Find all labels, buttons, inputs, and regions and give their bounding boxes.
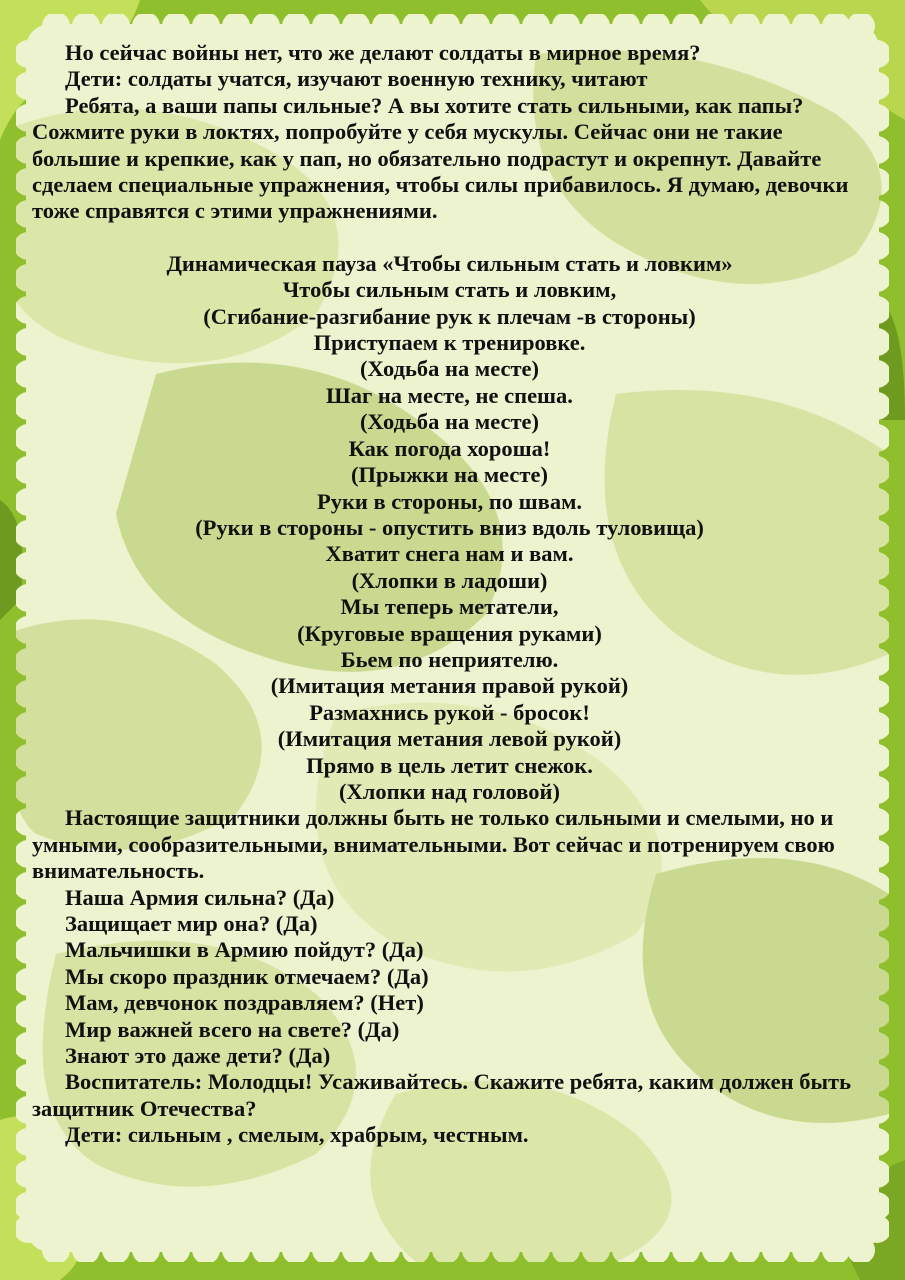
pause-line: Размахнись рукой - бросок!	[309, 699, 590, 725]
question-line: Мир важней всего на свете? (Да)	[65, 1016, 400, 1042]
document-body	[32, 40, 867, 1149]
pause-line: (Сгибание-разгибание рук к плечам -в стороны)	[203, 303, 696, 329]
pause-line: (Ходьба на месте)	[359, 409, 539, 435]
pause-line: (Руки в стороны - опустить вниз вдоль туловища)	[195, 514, 704, 540]
pause-line: (Хлопки над головой)	[339, 778, 560, 804]
attention-paragraph: Настоящие защитники должны быть не только сильными и смелыми, но и умными, сообразительными, внимательными. Вот сейчас и потренируем свою внимательность.	[32, 805, 835, 884]
children-answer: Дети: сильным , смелым, храбрым, честным.	[65, 1122, 529, 1148]
question-line: Мам, девчонок поздравляем? (Нет)	[65, 990, 424, 1016]
pause-line: Руки в стороны, по швам.	[316, 488, 583, 514]
intro-paragraph-2: Дети: солдаты учатся, изучают военную технику, читают	[65, 66, 648, 92]
question-line: Мы скоро праздник отмечаем? (Да)	[65, 963, 429, 989]
pause-line: Хватит снега нам и вам.	[325, 541, 574, 567]
question-line: Знают это даже дети? (Да)	[65, 1043, 331, 1069]
pause-line: (Имитация метания правой рукой)	[270, 673, 629, 699]
pause-line: (Хлопки в ладоши)	[351, 567, 548, 593]
teacher-paragraph: Воспитатель: Молодцы! Усаживайтесь. Скажите ребята, каким должен быть защитник Отечества?	[32, 1069, 852, 1121]
pause-line: Приступаем к тренировке.	[313, 330, 586, 356]
intro-paragraph-3: Ребята, а ваши папы сильные? А вы хотите стать сильными, как папы? Сожмите руки в локтях, попробуйте у себя мускулы. Сейчас они не такие большие и крепкие, как у пап, но обязательно подрастут и окрепнут. Давайте сделаем специальные упражнения, чтобы силы прибавилось. Я думаю, девочки тоже справятся с этими упражнениями.	[32, 92, 849, 224]
pause-line: (Прыжки на месте)	[351, 462, 548, 488]
pause-line: Бьем по неприятелю.	[340, 646, 559, 672]
pause-line: (Имитация метания левой рукой)	[277, 726, 622, 752]
intro-paragraph-1: Но сейчас войны нет, что же делают солдаты в мирное время?	[65, 40, 701, 65]
pause-line: Прямо в цель летит снежок.	[306, 752, 593, 778]
pause-line: Мы теперь метатели,	[340, 594, 559, 620]
pause-line: Шаг на месте, не спеша.	[326, 382, 573, 408]
pause-line: Как погода хороша!	[348, 435, 551, 461]
pause-title: Динамическая пауза «Чтобы сильным стать и ловким»	[166, 250, 733, 276]
question-line: Защищает мир она? (Да)	[65, 911, 318, 936]
question-line: Наша Армия сильна? (Да)	[65, 884, 335, 910]
pause-line: (Круговые вращения руками)	[297, 620, 602, 646]
question-line: Мальчишки в Армию пойдут? (Да)	[65, 937, 424, 963]
pause-line: (Ходьба на месте)	[359, 356, 539, 382]
pause-line: Чтобы сильным стать и ловким,	[282, 277, 617, 303]
